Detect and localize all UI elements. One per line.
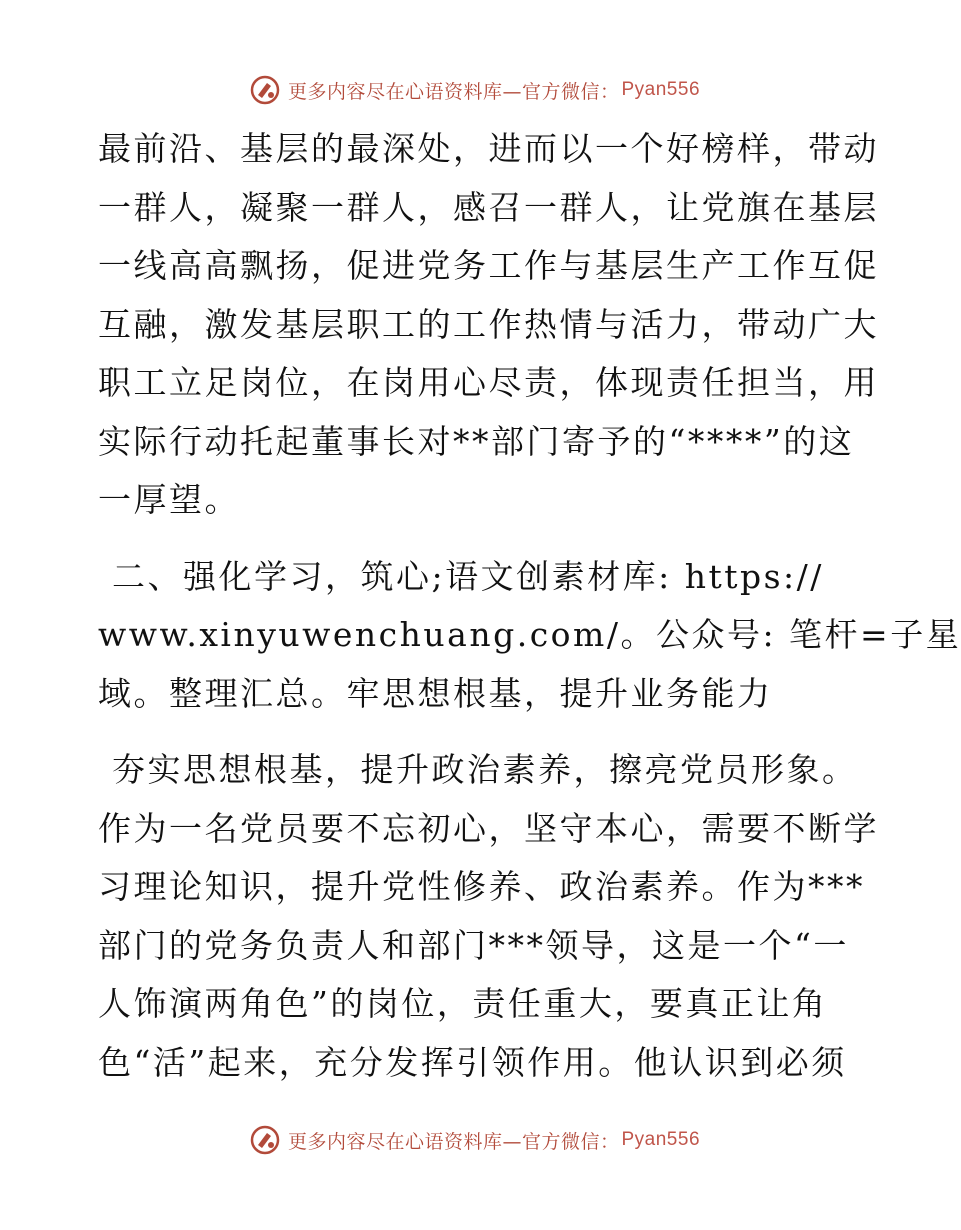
text-line: 域。整理汇总。牢思想根基，提升业务能力	[98, 673, 773, 713]
text-line: www.xinyuwenchuang.com/。公众号: 笔杆=子星	[98, 615, 961, 654]
paragraph-1	[98, 120, 879, 530]
paragraph-3	[98, 741, 879, 1092]
text-line: 职工立足岗位，在岗用心尽责，体现责任担当，用	[98, 363, 879, 402]
text-line: 一厚望。	[98, 480, 240, 519]
text-line: 二、强化学习，筑心;语文创素材库: https://	[112, 556, 824, 596]
text-line: 一线高高飘扬，促进党务工作与基层生产工作互促	[98, 246, 879, 285]
watermark-text: 更多内容尽在心语资料库—官方微信：	[287, 80, 620, 103]
watermark-wechat-id: Pyan556	[621, 1129, 701, 1150]
text-line: 互融，激发基层职工的工作热情与活力，带动广大	[98, 304, 879, 344]
text-line: 夯实思想根基，提升政治素养，擦亮党员形象。	[112, 750, 858, 789]
text-line: 实际行动托起董事长对**部门寄予的“****”的这	[98, 421, 855, 461]
text-line: 作为一名党员要不忘初心，坚守本心，需要不断学	[98, 808, 879, 848]
text-line: 部门的党务负责人和部门***领导，这是一个“一	[98, 925, 849, 965]
document-body	[98, 120, 961, 1092]
text-line: 色“活”起来，充分发挥引领作用。他认识到必须	[98, 1042, 847, 1082]
header-watermark	[0, 70, 950, 110]
watermark-text: 更多内容尽在心语资料库—官方微信：	[287, 1130, 620, 1153]
library-logo-icon	[250, 75, 280, 105]
text-line: 最前沿、基层的最深处，进而以一个好榜样，带动	[98, 129, 879, 168]
paragraph-2-section-heading	[98, 548, 961, 724]
text-line: 人饰演两角色”的岗位，责任重大，要真正让角	[98, 984, 828, 1023]
text-line: 一群人，凝聚一群人，感召一群人，让党旗在基层	[98, 187, 879, 227]
text-line: 习理论知识，提升党性修养、政治素养。作为***	[98, 867, 865, 906]
library-logo-icon	[250, 1125, 280, 1155]
watermark-wechat-id: Pyan556	[621, 79, 701, 100]
footer-watermark	[0, 1120, 950, 1160]
